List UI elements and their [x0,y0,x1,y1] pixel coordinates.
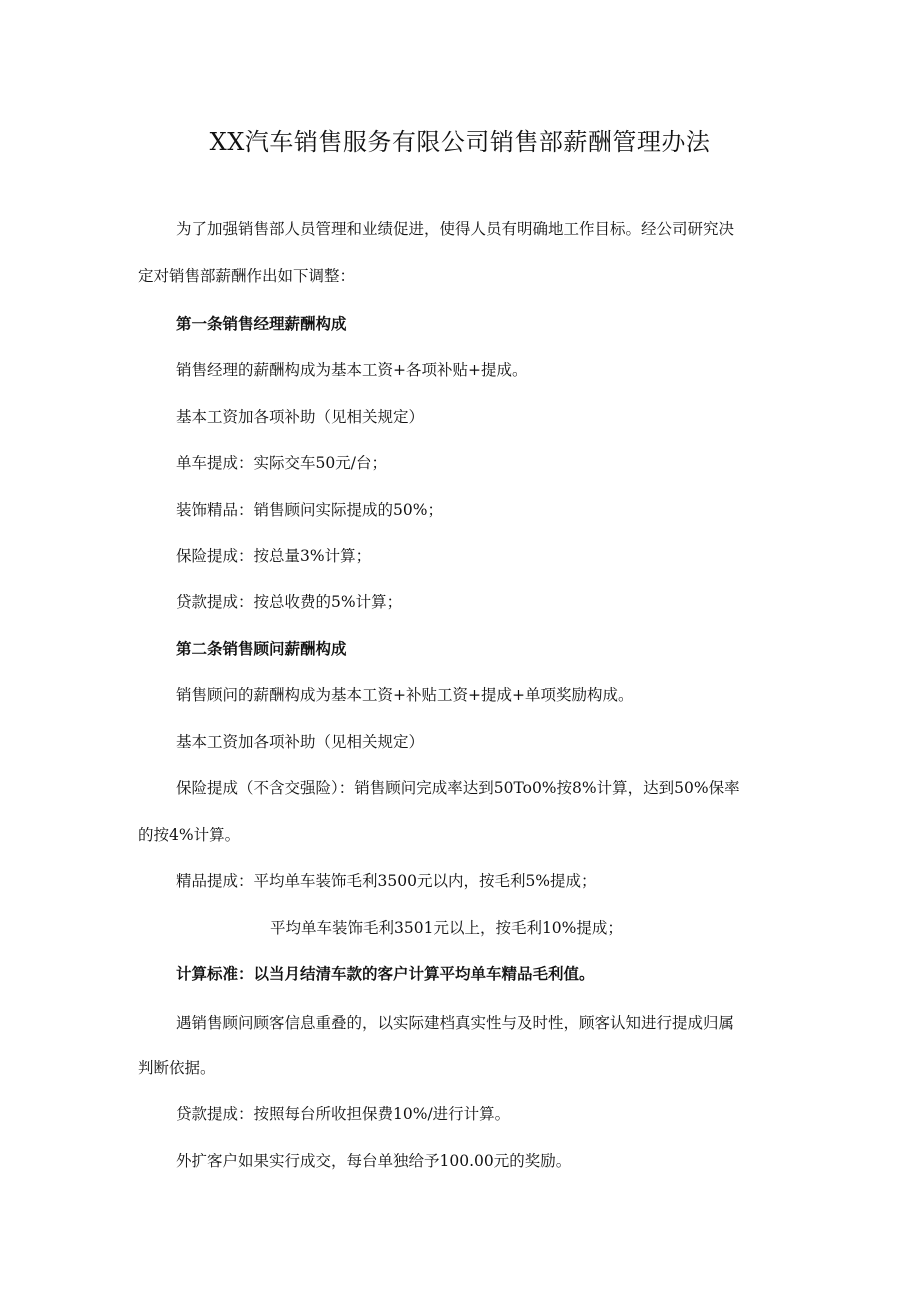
manager-base-salary: 基本工资加各项补助（见相关规定） [176,408,425,426]
manager-decoration-commission: 装饰精品：销售顾问实际提成的50%； [176,501,443,519]
consultant-insurance-line-1: 保险提成（不含交强险）：销售顾问完成率达到50To0%按8%计算，达到50%保率 [176,779,740,797]
consultant-salary-composition: 销售顾问的薪酬构成为基本工资+补贴工资+提成+单项奖励构成。 [176,686,634,704]
manager-salary-composition: 销售经理的薪酬构成为基本工资+各项补贴+提成。 [176,361,528,379]
consultant-premium-line-1: 精品提成：平均单车装饰毛利3500元以内，按毛利5%提成； [176,872,597,890]
consultant-loan-commission: 贷款提成：按照每台所收担保费10%/进行计算。 [176,1105,511,1123]
intro-line-2: 定对销售部薪酬作出如下调整： [138,267,356,285]
external-customer-bonus: 外扩客户如果实行成交，每台单独给予100.00元的奖励。 [176,1152,572,1170]
article-1-heading: 第一条销售经理薪酬构成 [176,314,347,333]
manager-loan-commission: 贷款提成：按总收费的5%计算； [176,593,403,611]
calculation-standard: 计算标准：以当月结清车款的客户计算平均单车精品毛利值。 [176,964,595,983]
manager-per-car-commission: 单车提成：实际交车50元/台； [176,454,387,472]
manager-insurance-commission: 保险提成：按总量3%计算； [176,547,372,565]
document-title: XX汽车销售服务有限公司销售部薪酬管理办法 [209,128,711,156]
article-2-heading: 第二条销售顾问薪酬构成 [176,639,347,658]
intro-line-1: 为了加强销售部人员管理和业绩促进，使得人员有明确地工作目标。经公司研究决 [176,220,735,238]
customer-overlap-line-2: 判断依据。 [138,1059,216,1077]
consultant-premium-line-2: 平均单车装饰毛利3501元以上，按毛利10%提成； [270,919,623,937]
consultant-insurance-line-2: 的按4%计算。 [138,826,241,844]
consultant-base-salary: 基本工资加各项补助（见相关规定） [176,733,425,751]
customer-overlap-line-1: 遇销售顾问顾客信息重叠的，以实际建档真实性与及时性，顾客认知进行提成归属 [176,1014,735,1032]
